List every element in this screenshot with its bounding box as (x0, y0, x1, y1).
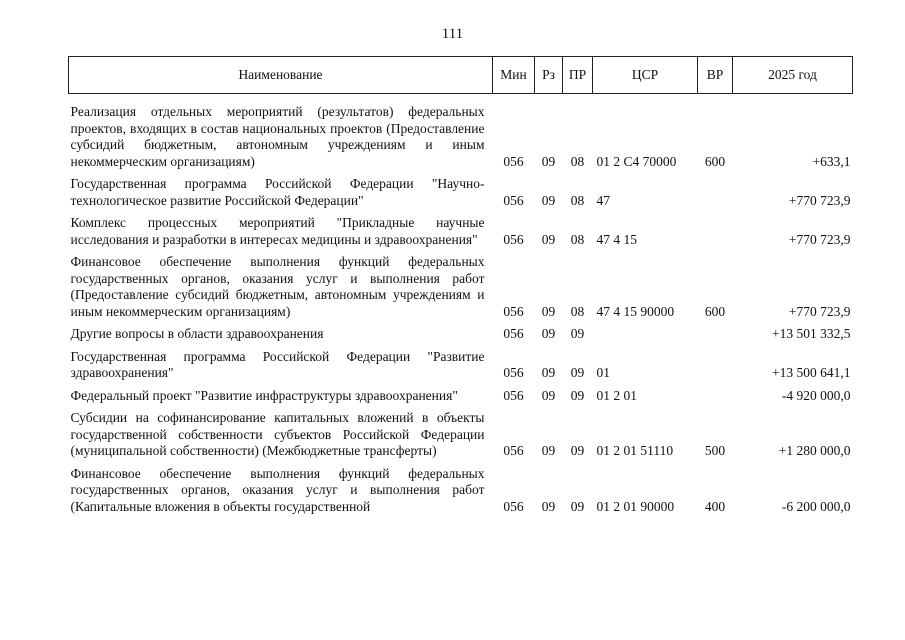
row-name: Реализация отдельных мероприятий (результатов) федеральных проектов, входящих в состав национальных проектов (Предоставление субсидий бюджетным, автономным учреждениям и иным некоммерческим организациям) (70, 104, 485, 169)
table-row (69, 209, 853, 248)
row-rz: 09 (541, 303, 556, 319)
table-row (69, 170, 853, 209)
row-amount: +633,1 (812, 153, 851, 169)
row-pr: 08 (570, 303, 585, 319)
row-amount: -6 200 000,0 (781, 498, 851, 514)
header-min: Мин (493, 57, 535, 94)
row-rz: 09 (541, 326, 556, 341)
row-min: 056 (503, 443, 524, 458)
row-csr (593, 320, 698, 343)
table-header-row (69, 57, 853, 94)
row-amount: +1 280 000,0 (778, 443, 851, 458)
row-min: 056 (503, 326, 524, 341)
row-vr: 600 (704, 303, 726, 319)
header-csr: ЦСР (593, 57, 698, 94)
row-pr: 08 (570, 192, 585, 208)
row-rz: 09 (541, 192, 556, 208)
row-name: Субсидии на софинансирование капитальных вложений в объекты государственной собственности субъектов Российской Федерации (муниципальной собственности) (Межбюджетные трансферты) (70, 410, 485, 458)
row-csr: 01 2 01 90000 (596, 498, 675, 514)
row-rz: 09 (541, 443, 556, 458)
table-row (69, 382, 853, 405)
row-pr: 08 (570, 153, 585, 169)
row-vr (698, 209, 733, 248)
table-row (69, 94, 853, 171)
header-name: Наименование (69, 57, 493, 94)
row-name: Финансовое обеспечение выполнения функций федеральных государственных органов, оказания услуг и выполнения работ (Капитальные вложения в объекты государственной (70, 465, 485, 514)
row-csr: 47 (596, 192, 610, 208)
row-name: Федеральный проект "Развитие инфраструктуры здравоохранения" (70, 387, 458, 403)
header-year: 2025 год (733, 57, 853, 94)
row-rz: 09 (541, 231, 556, 247)
row-rz: 09 (541, 498, 556, 514)
row-min: 056 (503, 192, 524, 208)
row-name: Государственная программа Российской Федерации "Научно-технологическое развитие Российской Федерации" (70, 176, 485, 208)
row-vr (698, 320, 733, 343)
row-vr: 500 (704, 443, 726, 458)
row-min: 056 (503, 498, 524, 514)
row-vr (698, 343, 733, 382)
table-row (69, 343, 853, 382)
row-amount: +13 500 641,1 (772, 365, 851, 380)
row-amount: +770 723,9 (788, 192, 851, 208)
table-row (69, 248, 853, 320)
row-pr: 09 (570, 326, 585, 341)
header-rz: Рз (535, 57, 563, 94)
row-name: Комплекс процессных мероприятий "Прикладные научные исследования и разработки в интересах медицины и здравоохранения" (70, 215, 485, 247)
row-vr (698, 382, 733, 405)
header-pr: ПР (563, 57, 593, 94)
row-pr: 09 (570, 365, 585, 380)
row-name: Государственная программа Российской Федерации "Развитие здравоохранения" (70, 348, 485, 380)
header-vr: ВР (698, 57, 733, 94)
row-min: 056 (503, 303, 524, 319)
row-min: 056 (503, 387, 524, 403)
row-amount: -4 920 000,0 (781, 387, 851, 403)
row-csr: 01 (596, 365, 610, 380)
row-vr: 600 (704, 153, 726, 169)
row-vr (698, 170, 733, 209)
row-pr: 09 (570, 443, 585, 458)
row-csr: 47 4 15 90000 (596, 303, 675, 319)
row-min: 056 (503, 365, 524, 380)
row-amount: +13 501 332,5 (772, 326, 851, 341)
row-vr: 400 (704, 498, 726, 514)
row-pr: 08 (570, 231, 585, 247)
row-csr: 47 4 15 (596, 231, 637, 247)
row-min: 056 (503, 153, 524, 169)
row-rz: 09 (541, 387, 556, 403)
table-row (69, 460, 853, 516)
table-row (69, 404, 853, 460)
page-number: 111 (441, 26, 464, 42)
budget-table (68, 56, 853, 515)
row-pr: 09 (570, 387, 585, 403)
row-name: Другие вопросы в области здравоохранения (70, 326, 324, 341)
table-row (69, 320, 853, 343)
row-amount: +770 723,9 (788, 303, 851, 319)
row-csr: 01 2 01 (596, 387, 637, 403)
row-rz: 09 (541, 365, 556, 380)
row-rz: 09 (541, 153, 556, 169)
row-name: Финансовое обеспечение выполнения функций федеральных государственных органов, оказания услуг и выполнения работ (Предоставление субсидий бюджетным, автономным учреждениям и иным некоммерческим организациям) (70, 254, 485, 319)
row-min: 056 (503, 231, 524, 247)
row-csr: 01 2 01 51110 (596, 443, 674, 458)
row-amount: +770 723,9 (788, 231, 851, 247)
row-csr: 01 2 С4 70000 (596, 153, 677, 169)
row-pr: 09 (570, 498, 585, 514)
